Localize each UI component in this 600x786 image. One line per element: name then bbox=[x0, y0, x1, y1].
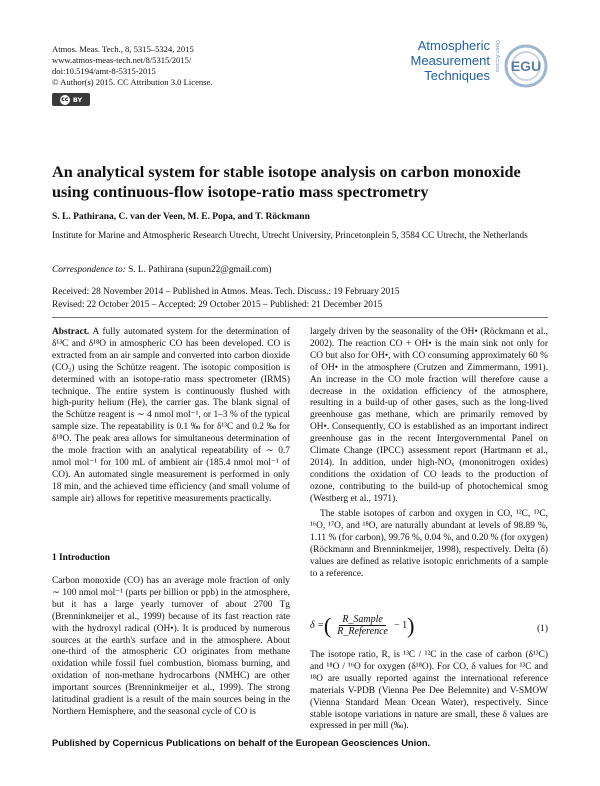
abstract-label: Abstract. bbox=[52, 327, 90, 337]
article-url[interactable]: www.atmos-meas-tech.net/8/5315/2015/ bbox=[52, 55, 192, 65]
logo-line-2: Measurement bbox=[410, 53, 490, 68]
dates-line-1: Received: 28 November 2014 – Published in Atmos. Meas. Tech. Discuss.: 19 February 2015 bbox=[52, 287, 400, 297]
right-paragraph-1-text: largely driven by the seasonality of the OH• (Röckmann et al., 2002). The reaction CO + OH• is the main sink not only for CO but also for OH•, with CO consuming approximately 60 % of OH• in the atmosphere (Crutzen and Zimmermann, 1991). An increase in the CO mole fraction will therefore cause a decrease in the oxidation efficiency of the atmosphere, resulting in a build-up of other gases, such as the long-lived greenhouse gas methane, which are primarily removed by OH•. Consequently, CO is established as an important indirect greenhouse gas in the recent Intergovernmental Panel on Climate Change (IPCC) assessment report (Hartmann et al., 2014). In addition, under high-NOₓ (mononitrogen oxides) conditions the oxidation of CO leads to the production of ozone, contributing to the build-up of photochemical smog (Westberg et al., 1971). bbox=[310, 327, 548, 504]
intro-paragraph-1: Carbon monoxide (CO) has an average mole fraction of only ∼ 100 nmol mol⁻¹ (parts per billion or ppb) in the atmosphere, but it has a large yearly turnover of about 2700 Tg (Brenninkmeijer et al., 1999) because of its fast reaction rate with the hydroxyl radical (OH•). It is produced by numerous sources at the earth's surface and in the atmosphere. About one-third of the atmospheric CO originates from methane oxidation while fossil fuel combustion, biomass burning, and oxidation of non-methane hydrocarbons (NMHC) are other important sources (Brenninkmeijer et al., 1999). The strong latitudinal gradient is a result of the main sources being in the Northern Hemisphere, and the seasonal cycle of CO is bbox=[52, 576, 290, 717]
correspondence-value[interactable]: S. L. Pathirana (supun22@gmail.com) bbox=[128, 265, 272, 275]
egu-logo-text: EGU bbox=[510, 58, 542, 74]
cc-icon: cc bbox=[61, 96, 69, 103]
license-notice: © Author(s) 2015. CC Attribution 3.0 License. bbox=[52, 77, 213, 87]
equation-fraction bbox=[334, 614, 391, 637]
right-column-paragraph-2 bbox=[310, 509, 548, 580]
paper-title: An analytical system for stable isotope analysis on carbon monoxide using continuous-flow isotope-ratio mass spectrometry bbox=[52, 163, 521, 201]
abstract bbox=[52, 327, 290, 506]
publication-dates bbox=[52, 286, 400, 311]
journal-logo bbox=[398, 38, 558, 102]
equation-body bbox=[310, 614, 414, 637]
right-paragraph-2-text: The stable isotopes of carbon and oxygen in CO, ¹²C, ¹³C, ¹⁶O, ¹⁷O, and ¹⁸O, are naturally abundant at levels of 98.89 %, 1.11 % (for carbon), 99.76 %, 0.04 %, and 0.20 % (for oxygen) (Röckmann and Brenninkmeijer, 1998), respectively. Delta (δ) values are defined as relative isotopic enrichments of a sample to a reference. bbox=[310, 509, 548, 579]
by-label: BY bbox=[72, 95, 83, 104]
publisher-footer: Published by Copernicus Publications on behalf of the European Geosciences Union. bbox=[52, 738, 431, 748]
dates-line-2: Revised: 22 October 2015 – Accepted: 29 October 2015 – Published: 21 December 2015 bbox=[52, 299, 383, 310]
equation-tail: − 1 bbox=[393, 620, 408, 631]
equation-denominator: R_Reference bbox=[337, 626, 388, 637]
introduction-paragraph bbox=[52, 576, 290, 719]
correspondence bbox=[52, 265, 271, 275]
logo-line-1: Atmospheric bbox=[417, 38, 490, 53]
right-paren: ) bbox=[407, 612, 415, 638]
journal-citation: Atmos. Meas. Tech., 8, 5315–5324, 2015 bbox=[52, 44, 194, 54]
correspondence-label: Correspondence to: bbox=[52, 265, 126, 275]
egu-logo-icon bbox=[502, 44, 550, 88]
header-divider bbox=[52, 317, 548, 318]
affiliation: Institute for Marine and Atmospheric Research Utrecht, Utrecht University, Princetonplein 5, 3584 CC Utrecht, the Netherlands bbox=[52, 231, 528, 241]
equation-numerator: R_Sample bbox=[339, 614, 386, 626]
article-doi[interactable]: doi:10.5194/amt-8-5315-2015 bbox=[52, 66, 156, 76]
equation-number: (1) bbox=[537, 624, 548, 634]
open-access-label: Open Access bbox=[494, 40, 500, 73]
equation-1 bbox=[310, 610, 548, 650]
cc-by-badge[interactable] bbox=[52, 93, 90, 106]
article-metadata bbox=[52, 44, 213, 88]
left-paren: ( bbox=[323, 612, 332, 638]
journal-logo-text bbox=[398, 38, 490, 83]
author-list: S. L. Pathirana, C. van der Veen, M. E. Popa, and T. Röckmann bbox=[52, 212, 310, 222]
logo-line-3: Techniques bbox=[424, 68, 490, 83]
equation-lhs: δ = bbox=[310, 620, 324, 631]
right-column-paragraph-3 bbox=[310, 650, 548, 733]
right-column-paragraph-1 bbox=[310, 327, 548, 506]
abstract-text: A fully automated system for the determination of δ¹³C and δ¹⁸O in atmospheric CO has been developed. CO is extracted from an air sample and converted into carbon dioxide (CO₂) using the Schütze reagent. The isotopic composition is determined with an isotope-ratio mass spectrometer (IRMS) technique. The entire system is continuously flushed with high-purity helium (He), the carrier gas. The blank signal of the Schütze reagent is ∼ 4 nmol mol⁻¹, or 1–3 % of the typical sample size. The repeatability is 0.1 ‰ for δ¹³C and 0.2 ‰ for δ¹⁸O. The peak area allows for simultaneous determination of the mole fraction with an analytical repeatability of ∼ 0.7 nmol mol⁻¹ for 100 mL of ambient air (185.4 nmol mol⁻¹ of CO). An automated single measurement is performed in only 18 min, and the achieved time efficiency (and small volume of sample air) allows for repetitive measurements practically. bbox=[52, 327, 290, 504]
section-heading-introduction: 1 Introduction bbox=[52, 553, 110, 563]
right-paragraph-3-text: The isotope ratio, R, is ¹³C / ¹²C in the case of carbon (δ¹³C) and ¹⁸O / ¹⁶O for oxygen (δ¹⁸O). For CO, δ values for ¹³C and ¹⁸O are usually reported against the international reference materials V-PDB (Vienna Pee Dee Belemnite) and V-SMOW (Vienna Standard Mean Ocean Water), respectively. Since stable isotope variations in nature are small, these δ values are expressed in per mill (‰). bbox=[310, 650, 548, 732]
